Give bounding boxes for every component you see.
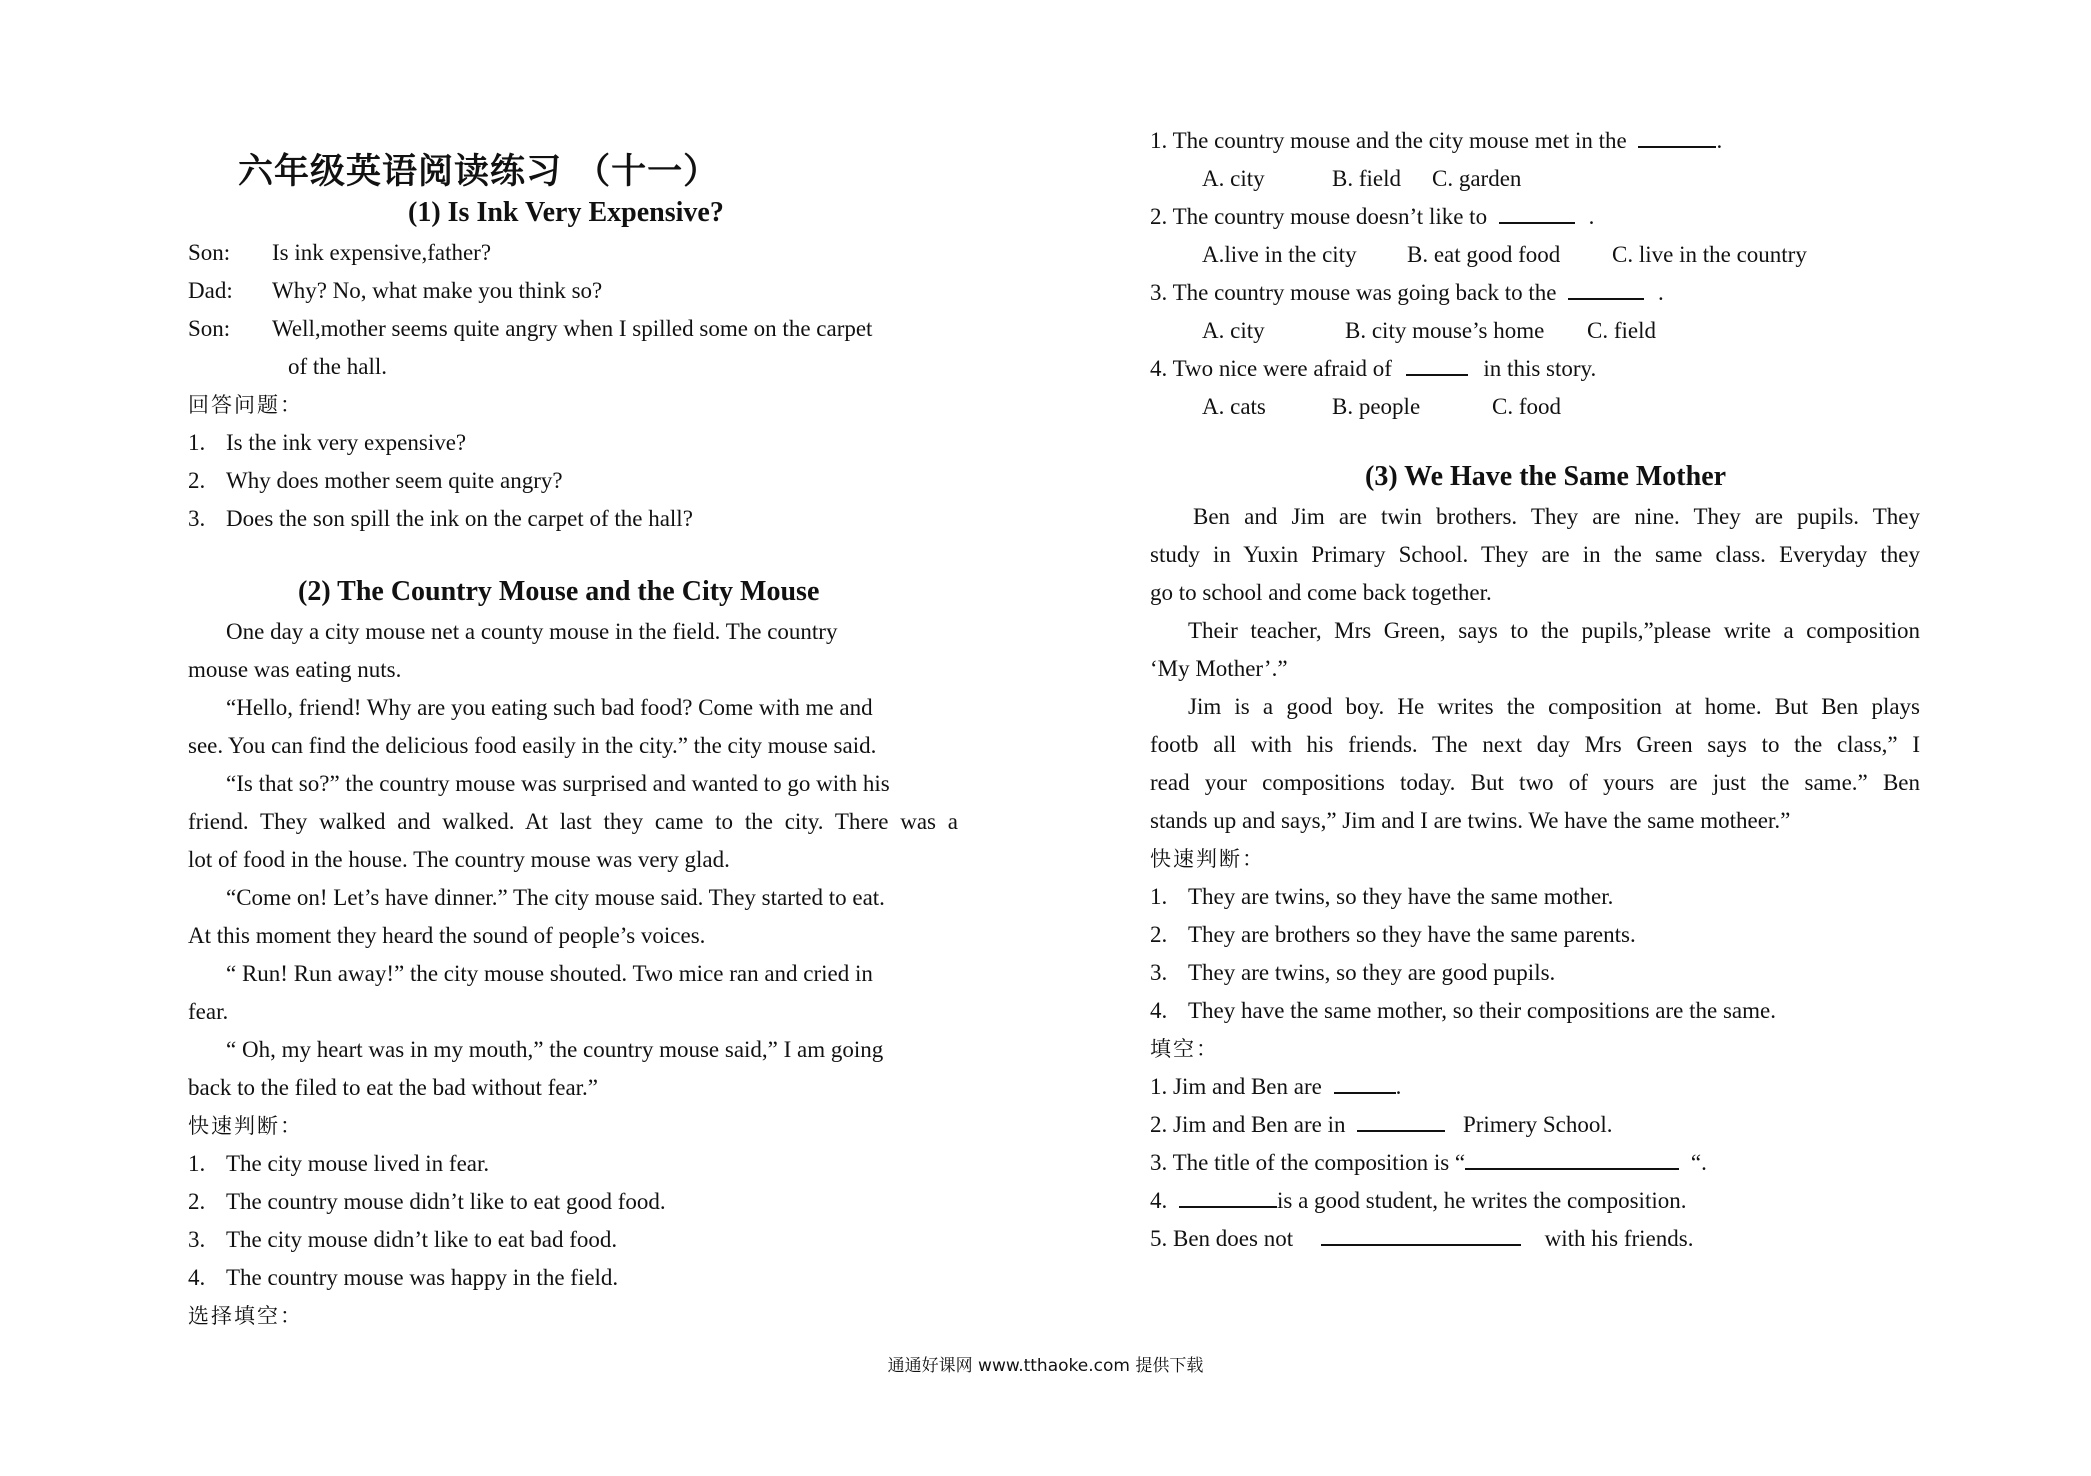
question-number: 1. <box>188 430 206 455</box>
page-footer: 通通好课网 www.tthaoke.com 提供下载 <box>887 1356 1204 1376</box>
story-line: lot of food in the house. The country mouse was very glad. <box>188 847 730 872</box>
fill-text-end: is a good student, he writes the composition. <box>1277 1188 1687 1213</box>
option-b: B. field <box>1332 166 1401 191</box>
speaker-label: Dad: <box>188 278 233 303</box>
item-number: 2. <box>188 1189 206 1214</box>
answer-blank[interactable] <box>1406 354 1468 376</box>
dialogue-line <box>188 238 491 268</box>
item-text: The city mouse lived in fear. <box>226 1151 490 1176</box>
fill-label: 填空： <box>1150 1037 1219 1061</box>
dialogue-line <box>188 314 872 344</box>
judgement-item <box>188 1149 489 1179</box>
option-a: A. cats <box>1202 394 1266 419</box>
answer-blank[interactable] <box>1568 278 1644 300</box>
judgement-item <box>188 1187 666 1217</box>
answer-blank[interactable] <box>1499 202 1575 224</box>
speaker-label: Son: <box>188 240 231 265</box>
answer-blank[interactable] <box>1638 126 1716 148</box>
story-line: ‘My Mother’.” <box>1150 656 1288 681</box>
option-c: C. garden <box>1432 166 1522 191</box>
answer-blank[interactable] <box>1357 1110 1445 1132</box>
story-line: read your compositions today. But two of yours are just the same.” Ben <box>1150 770 1920 795</box>
story-line: “Come on! Let’s have dinner.” The city mouse said. They started to eat. <box>226 885 885 910</box>
option-c: C. field <box>1587 318 1656 343</box>
choice-question-end: . <box>1716 128 1723 153</box>
fill-text: 5. Ben does not <box>1150 1226 1294 1251</box>
dialogue-text: Well,mother seems quite angry when I spilled some on the carpet <box>272 316 873 341</box>
story-line: study in Yuxin Primary School. They are in the same class. Everyday they <box>1150 542 1920 567</box>
item-number: 1. <box>188 1151 206 1176</box>
item-text: They are twins, so they have the same mother. <box>1188 884 1614 909</box>
story-line: mouse was eating nuts. <box>188 657 402 682</box>
speaker-label: Son: <box>188 316 231 341</box>
choice-question <box>1150 126 1722 156</box>
story-line: see. You can find the delicious food easily in the city.” the city mouse said. <box>188 733 877 758</box>
item-text: The country mouse didn’t like to eat good food. <box>226 1189 666 1214</box>
judgement-label: 快速判断： <box>1150 847 1265 871</box>
judgement-item <box>1150 920 1636 950</box>
fill-text: 2. Jim and Ben are in <box>1150 1112 1346 1137</box>
choice-question-text: 3. The country mouse was going back to the <box>1150 280 1557 305</box>
story-line: “ Run! Run away!” the city mouse shouted. Two mice ran and cried in <box>226 961 873 986</box>
story-line: friend. They walked and walked. At last they came to the city. There was a <box>188 809 958 834</box>
fill-item <box>1150 1186 1686 1216</box>
judgement-item <box>1150 996 1776 1026</box>
option-b: B. people <box>1332 394 1421 419</box>
story-line: stands up and says,” Jim and I are twins. We have the same motheer.” <box>1150 808 1791 833</box>
item-text: The city mouse didn’t like to eat bad food. <box>226 1227 618 1252</box>
option-c: C. food <box>1492 394 1561 419</box>
judgement-item <box>188 1225 617 1255</box>
choice-question <box>1150 354 1596 384</box>
option-b: B. city mouse’s home <box>1345 318 1545 343</box>
question-item <box>188 428 466 458</box>
questions-label: 回答问题： <box>188 393 303 417</box>
answer-blank[interactable] <box>1465 1148 1679 1170</box>
story-line: “ Oh, my heart was in my mouth,” the country mouse said,” I am going <box>226 1037 884 1062</box>
story-line: footb all with his friends. The next day Mrs Green says to the class,” I <box>1150 732 1920 757</box>
question-item <box>188 466 563 496</box>
fill-text-end: Primery School. <box>1462 1112 1613 1137</box>
story-line: back to the filed to eat the bad without fear.” <box>188 1075 599 1100</box>
story-line: At this moment they heard the sound of people’s voices. <box>188 923 706 948</box>
question-number: 3. <box>188 506 206 531</box>
fill-text-end: with his friends. <box>1544 1226 1694 1251</box>
question-text: Is the ink very expensive? <box>226 430 467 455</box>
fill-text-end: . <box>1395 1074 1402 1099</box>
judgement-item <box>1150 958 1555 988</box>
judgement-item <box>1150 882 1613 912</box>
choice-question <box>1150 202 1594 232</box>
choice-options <box>1202 316 1656 346</box>
option-a: A. city <box>1202 166 1265 191</box>
option-b: B. eat good food <box>1407 242 1561 267</box>
option-a: A.live in the city <box>1202 242 1357 267</box>
choice-question <box>1150 278 1664 308</box>
item-number: 1. <box>1150 884 1168 909</box>
answer-blank[interactable] <box>1334 1072 1396 1094</box>
story-line: go to school and come back together. <box>1150 580 1492 605</box>
option-c: C. live in the country <box>1612 242 1807 267</box>
option-a: A. city <box>1202 318 1265 343</box>
judgement-label: 快速判断： <box>188 1114 303 1138</box>
choice-question-end: . <box>1588 204 1595 229</box>
judgement-item <box>188 1263 618 1293</box>
question-number: 2. <box>188 468 206 493</box>
choice-question-text: 4. Two nice were afraid of <box>1150 356 1392 381</box>
item-number: 3. <box>1150 960 1168 985</box>
item-number: 3. <box>188 1227 206 1252</box>
story-line: fear. <box>188 999 229 1024</box>
story-line: Ben and Jim are twin brothers. They are nine. They are pupils. They <box>1193 504 1920 529</box>
question-text: Does the son spill the ink on the carpet of the hall? <box>226 506 693 531</box>
dialogue-line <box>188 276 602 306</box>
item-text: They are twins, so they are good pupils. <box>1188 960 1556 985</box>
choice-question-text: 1. The country mouse and the city mouse met in the <box>1150 128 1627 153</box>
story-line: One day a city mouse net a county mouse in the field. The country <box>226 619 838 644</box>
choice-options <box>1202 392 1561 422</box>
section3-heading: (3) We Have the Same Mother <box>1365 461 1727 492</box>
story-line: “Hello, friend! Why are you eating such bad food? Come with me and <box>226 695 873 720</box>
fill-text: 3. The title of the composition is “ <box>1150 1150 1466 1175</box>
choice-question-text: 2. The country mouse doesn’t like to <box>1150 204 1488 229</box>
item-number: 4. <box>1150 998 1168 1023</box>
page-title: 六年级英语阅读练习 （十一） <box>238 152 720 192</box>
item-number: 2. <box>1150 922 1168 947</box>
fill-item <box>1150 1224 1693 1254</box>
fill-item <box>1150 1148 1707 1178</box>
choice-label: 选择填空： <box>188 1304 303 1328</box>
fill-text: 1. Jim and Ben are <box>1150 1074 1322 1099</box>
section1-heading: (1) Is Ink Very Expensive? <box>408 197 724 228</box>
item-text: The country mouse was happy in the field. <box>226 1265 619 1290</box>
choice-options <box>1202 164 1521 194</box>
fill-text-end: “. <box>1690 1150 1707 1175</box>
story-line: Jim is a good boy. He writes the composition at home. But Ben plays <box>1188 694 1920 719</box>
choice-question-end: . <box>1657 280 1664 305</box>
dialogue-text: Is ink expensive,father? <box>272 240 492 265</box>
item-text: They are brothers so they have the same parents. <box>1188 922 1636 947</box>
question-item <box>188 504 693 534</box>
story-line: Their teacher, Mrs Green, says to the pupils,”please write a composition <box>1188 618 1920 643</box>
fill-item <box>1150 1110 1612 1140</box>
fill-item <box>1150 1072 1401 1102</box>
question-text: Why does mother seem quite angry? <box>226 468 563 493</box>
choice-question-end: in this story. <box>1483 356 1597 381</box>
fill-text: 4. <box>1150 1188 1168 1213</box>
dialogue-continuation: of the hall. <box>288 354 387 379</box>
section2-heading: (2) The Country Mouse and the City Mouse <box>298 576 820 607</box>
item-number: 4. <box>188 1265 206 1290</box>
choice-options <box>1202 240 1807 270</box>
dialogue-text: Why? No, what make you think so? <box>272 278 603 303</box>
story-line: “Is that so?” the country mouse was surprised and wanted to go with his <box>226 771 890 796</box>
item-text: They have the same mother, so their compositions are the same. <box>1188 998 1776 1023</box>
answer-blank[interactable] <box>1179 1186 1277 1208</box>
answer-blank[interactable] <box>1321 1224 1521 1246</box>
